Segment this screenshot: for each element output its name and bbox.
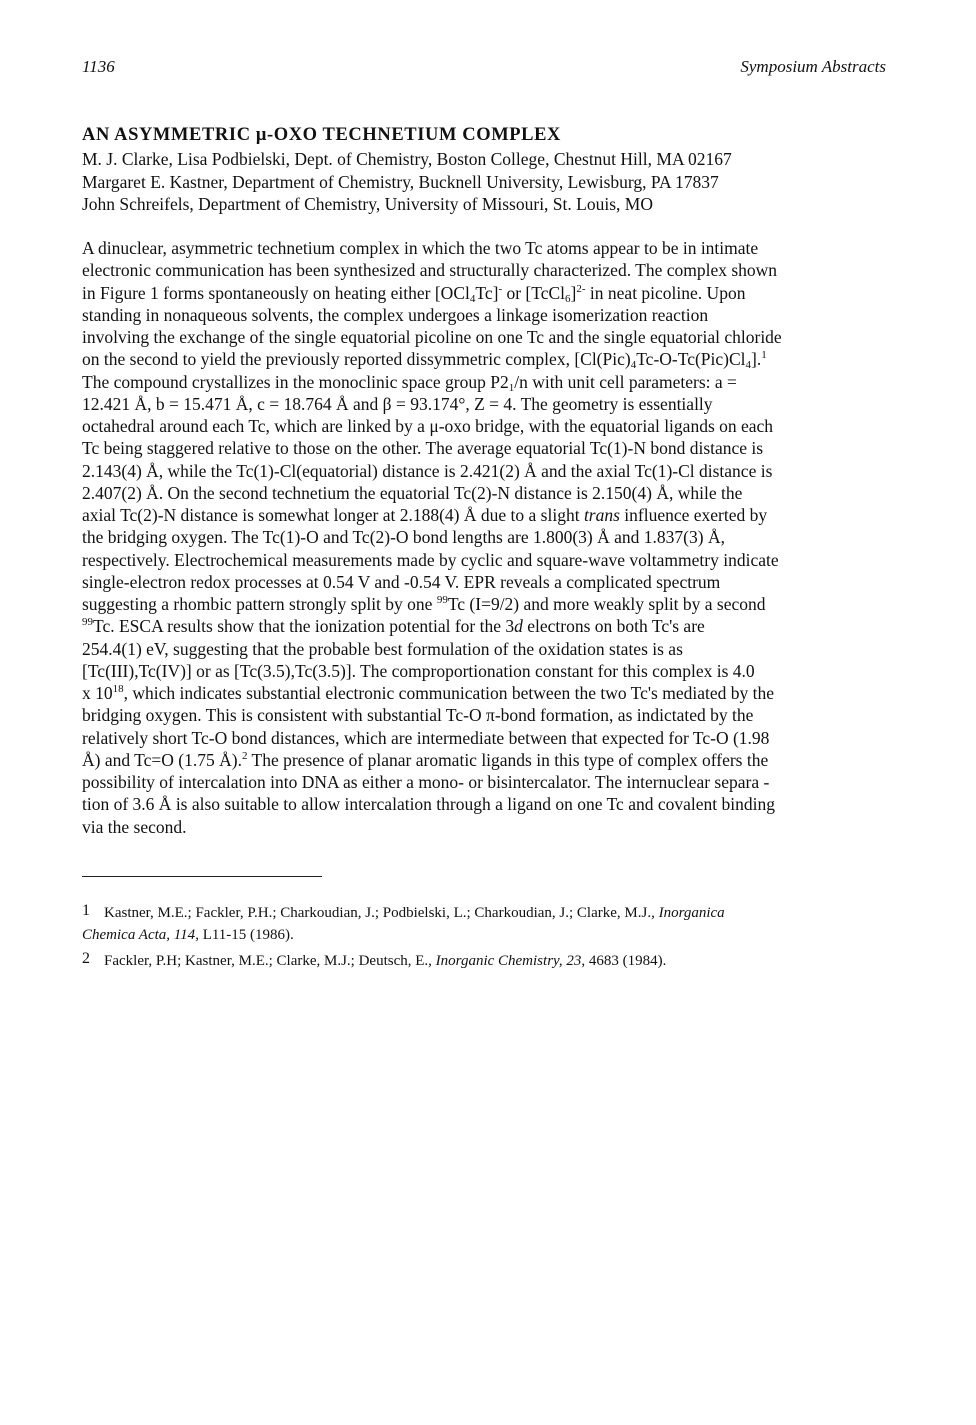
abstract-line: single-electron redox processes at 0.54 V and -0.54 V. EPR reveals a complicated spectrum (82, 571, 721, 592)
abstract-line: octahedral around each Tc, which are linked by a μ-oxo bridge, with the equatorial ligands on each (82, 416, 774, 436)
abstract-line: axial Tc(2)-N distance is somewhat longer at 2.188(4) Å due to a slight trans influence exerted by (82, 505, 768, 525)
abstract-line: Å) and Tc=O (1.75 Å).$^2$ The presence of planar aromatic ligands in this type of complex offers the (82, 749, 769, 770)
abstract-line: the bridging oxygen. The Tc(1)-O and Tc(2)-O bond lengths are 1.800(3) Å and 1.837(3) Å, (82, 527, 725, 548)
abstract-line: via the second. (82, 816, 187, 837)
footnote-journal: Inorganica (658, 905, 725, 921)
abstract-line: suggesting a rhombic pattern strongly split by one $^{99}$Tc (I=9/2) and more weakly split by a second (82, 594, 766, 614)
abstract-line: relatively short Tc-O bond distances, which are intermediate between that expected for Tc-O (1.98 (82, 727, 770, 748)
footnote-1 (82, 900, 842, 946)
footnote-mark: 2 (82, 950, 90, 967)
footnote-tail: , L11-15 (1986). (195, 927, 294, 943)
abstract-line: Tc being staggered relative to those on the other. The average equatorial Tc(1)-N bond distance is (82, 438, 764, 459)
footnote-mark: 1 (82, 902, 90, 919)
abstract-line: in Figure 1 forms spontaneously on heating either [OCl$_4$Tc]- or [TcCl$_6$]$^{2-}$ in neat picoline. Upon (82, 282, 746, 305)
abstract-line: $^{99}$Tc. ESCA results show that the ionization potential for the 3d electrons on both Tc's are (82, 616, 705, 637)
footnote-2 (82, 948, 842, 972)
abstract-line: tion of 3.6 Å is also suitable to allow intercalation through a ligand on one Tc and covalent binding (82, 794, 775, 815)
footnote-journal-cont: Chemica Acta, 114 (82, 927, 196, 943)
abstract-line: electronic communication has been synthesized and structurally characterized. The complex shown (82, 260, 778, 281)
abstract-line: 12.421 Å, b = 15.471 Å, c = 18.764 Å and β = 93.174°, Z = 4. The geometry is essentially (82, 393, 713, 414)
author-affiliations (82, 148, 862, 216)
abstract-line: x $10^{18}$, which indicates substantial electronic communication between the two Tc's mediated by the (82, 683, 774, 703)
author-line: M. J. Clarke, Lisa Podbielski, Dept. of Chemistry, Boston College, Chestnut Hill, MA 02167 (82, 149, 732, 169)
abstract-body (82, 237, 862, 838)
author-line: John Schreifels, Department of Chemistry, University of Missouri, St. Louis, MO (82, 194, 653, 214)
abstract-line: bridging oxygen. This is consistent with substantial Tc-O π-bond formation, as indictated by the (82, 705, 754, 726)
abstract-line: 254.4(1) eV, suggesting that the probable best formulation of the oxidation states is as (82, 638, 683, 659)
footnote-authors: Kastner, M.E.; Fackler, P.H.; Charkoudian, J.; Podbielski, L.; Charkoudian, J.; Clarke, M.J., (104, 905, 659, 921)
author-line: Margaret E. Kastner, Department of Chemistry, Bucknell University, Lewisburg, PA 17837 (82, 171, 719, 192)
abstract-line: involving the exchange of the single equatorial picoline on one Tc and the single equatorial chloride (82, 327, 782, 347)
article-title: AN ASYMMETRIC μ-OXO TECHNETIUM COMPLEX (82, 125, 562, 145)
page-number: 1136 (82, 57, 115, 76)
footnote-journal: Inorganic Chemistry, 23 (435, 953, 582, 969)
abstract-line: standing in nonaqueous solvents, the complex undergoes a linkage isomerization reaction (82, 304, 709, 325)
abstract-line: respectively. Electrochemical measurements made by cyclic and square-wave voltammetry indicate (82, 549, 779, 570)
abstract-line: 2.143(4) Å, while the Tc(1)-Cl(equatorial) distance is 2.421(2) Å and the axial Tc(1)-Cl distance is (82, 460, 773, 481)
footnote-authors: Fackler, P.H; Kastner, M.E.; Clarke, M.J.; Deutsch, E., (104, 953, 436, 969)
abstract-line: on the second to yield the previously reported dissymmetric complex, $[Cl(Pic)_4Tc-O-Tc(Pic)Cl_4].^1$ (82, 349, 767, 372)
abstract-line: [Tc(III),Tc(IV)] or as [Tc(3.5),Tc(3.5)]. The comproportionation constant for this complex is 4.0 (82, 660, 755, 681)
abstract-line: The compound crystallizes in the monoclinic space group $P2_1/n$ with unit cell parameters: a = (82, 371, 737, 394)
abstract-line: 2.407(2) Å. On the second technetium the equatorial Tc(2)-N distance is 2.150(4) Å, while the (82, 482, 743, 503)
running-header: Symposium Abstracts (740, 57, 886, 76)
footnote-divider (82, 876, 322, 877)
footnote-tail: , 4683 (1984). (581, 953, 667, 969)
abstract-line: A dinuclear, asymmetric technetium complex in which the two Tc atoms appear to be in intimate (82, 238, 759, 258)
abstract-line: possibility of intercalation into DNA as either a mono- or bisintercalator. The internuclear separa - (82, 772, 770, 792)
